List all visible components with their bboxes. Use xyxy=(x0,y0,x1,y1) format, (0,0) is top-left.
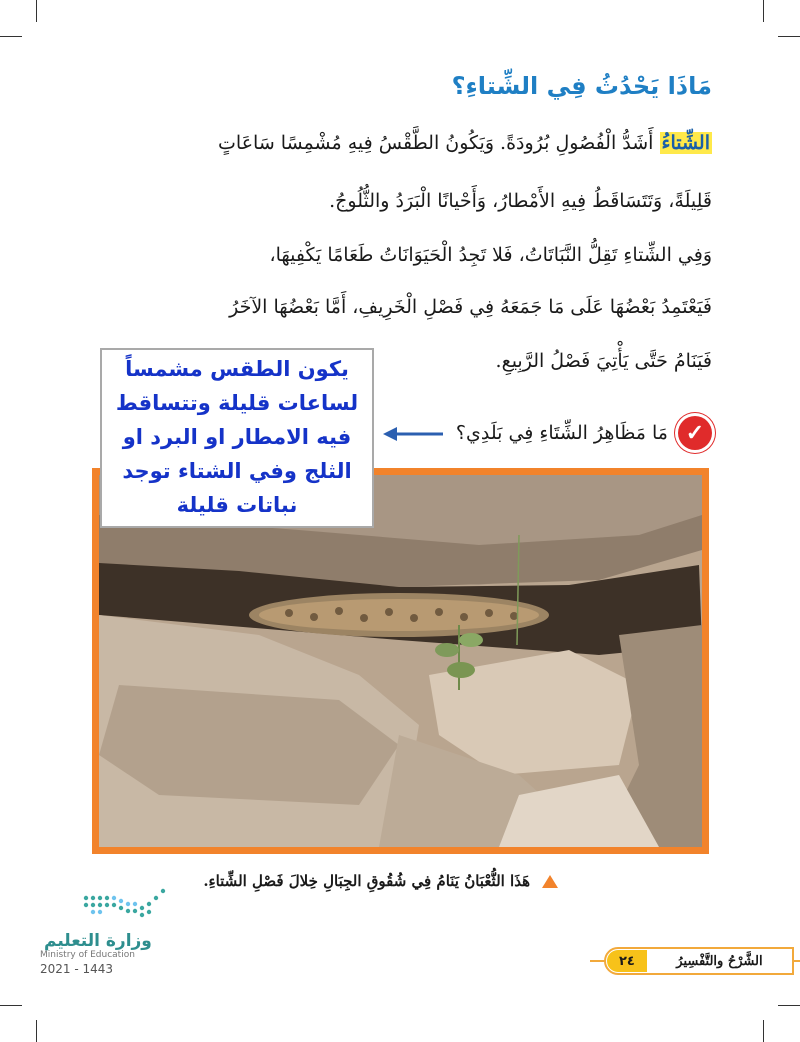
ministry-year: 2021 - 1443 xyxy=(40,962,114,976)
callout-line: يكون الطقس مشمساً xyxy=(125,357,349,381)
callout-line: نباتات قليلة xyxy=(176,493,298,517)
ministry-name-english: Ministry of Education xyxy=(40,950,135,960)
highlighted-term: الشِّتاءُ xyxy=(661,132,710,154)
callout-line: فيه الامطار او البرد او xyxy=(122,425,352,449)
ministry-logo-icon xyxy=(80,884,170,924)
arrow-left-icon xyxy=(383,426,443,442)
crop-mark xyxy=(36,1020,37,1042)
crop-mark xyxy=(763,1020,764,1042)
paragraph-line-5: فَيَنَامُ حَتَّى يَأْتِيَ فَصْلُ الرَّبِيعِ. xyxy=(495,350,712,372)
snake-photo xyxy=(99,475,702,847)
crop-mark xyxy=(0,36,22,37)
section-heading: مَاذَا يَحْدُثُ فِي الشِّتاءِ؟ xyxy=(451,72,712,100)
paragraph-line-1-text: أَشَدُّ الْفُصُولِ بُرُودَةً. وَيَكُونُ الطَّقْسُ فِيهِ مُشْمِسًا سَاعَاتٍ xyxy=(218,132,654,154)
paragraph-line-4: فَيَعْتَمِدُ بَعْضُهَا عَلَى مَا جَمَعَهُ فِي فَصْلِ الْخَرِيفِ، أَمَّا بَعْضُهَا الآخَرُ xyxy=(229,296,712,318)
callout-line: الثلج وفي الشتاء توجد xyxy=(122,459,352,483)
paragraph-line-3: وَفِي الشِّتاءِ تَقِلُّ النَّبَاتَاتُ، فَلا تَجِدُ الْحَيَوَانَاتُ طَعَامًا يَكْفِيهَا، xyxy=(269,244,712,266)
footer-banner xyxy=(604,947,794,975)
crop-mark xyxy=(0,1005,22,1006)
crop-mark xyxy=(763,0,764,22)
footer-section-title: الشَّرْحُ والتَّفْسِيرُ xyxy=(676,953,763,969)
question-text: مَا مَظَاهِرُ الشِّتَاءِ فِي بَلَدِي؟ xyxy=(455,422,668,444)
crop-mark xyxy=(778,36,800,37)
answer-callout xyxy=(100,348,374,528)
ministry-name-arabic: وزارة التعليم xyxy=(44,931,152,951)
crop-mark xyxy=(778,1005,800,1006)
photo-caption xyxy=(203,872,558,890)
triangle-icon xyxy=(542,875,558,888)
callout-line: لساعات قليلة وتتساقط xyxy=(115,391,359,415)
checkmark-icon: ✓ xyxy=(678,416,712,450)
question-row xyxy=(456,416,712,450)
paragraph-line-1 xyxy=(72,132,712,154)
paragraph-line-2: قَلِيلَةً، وَتَتَسَاقَطُ فِيهِ الأَمْطارُ، وَأَحْيانًا الْبَرَدُ والثُّلُوجُ. xyxy=(329,190,712,212)
caption-text: هَذَا الثُّعْبَانُ يَنَامُ فِي شُقُوقِ الجِبَالِ خِلالَ فَصْلِ الشِّتاءِ. xyxy=(203,872,530,890)
page-number: ٢٤ xyxy=(607,950,647,972)
crop-mark xyxy=(36,0,37,22)
